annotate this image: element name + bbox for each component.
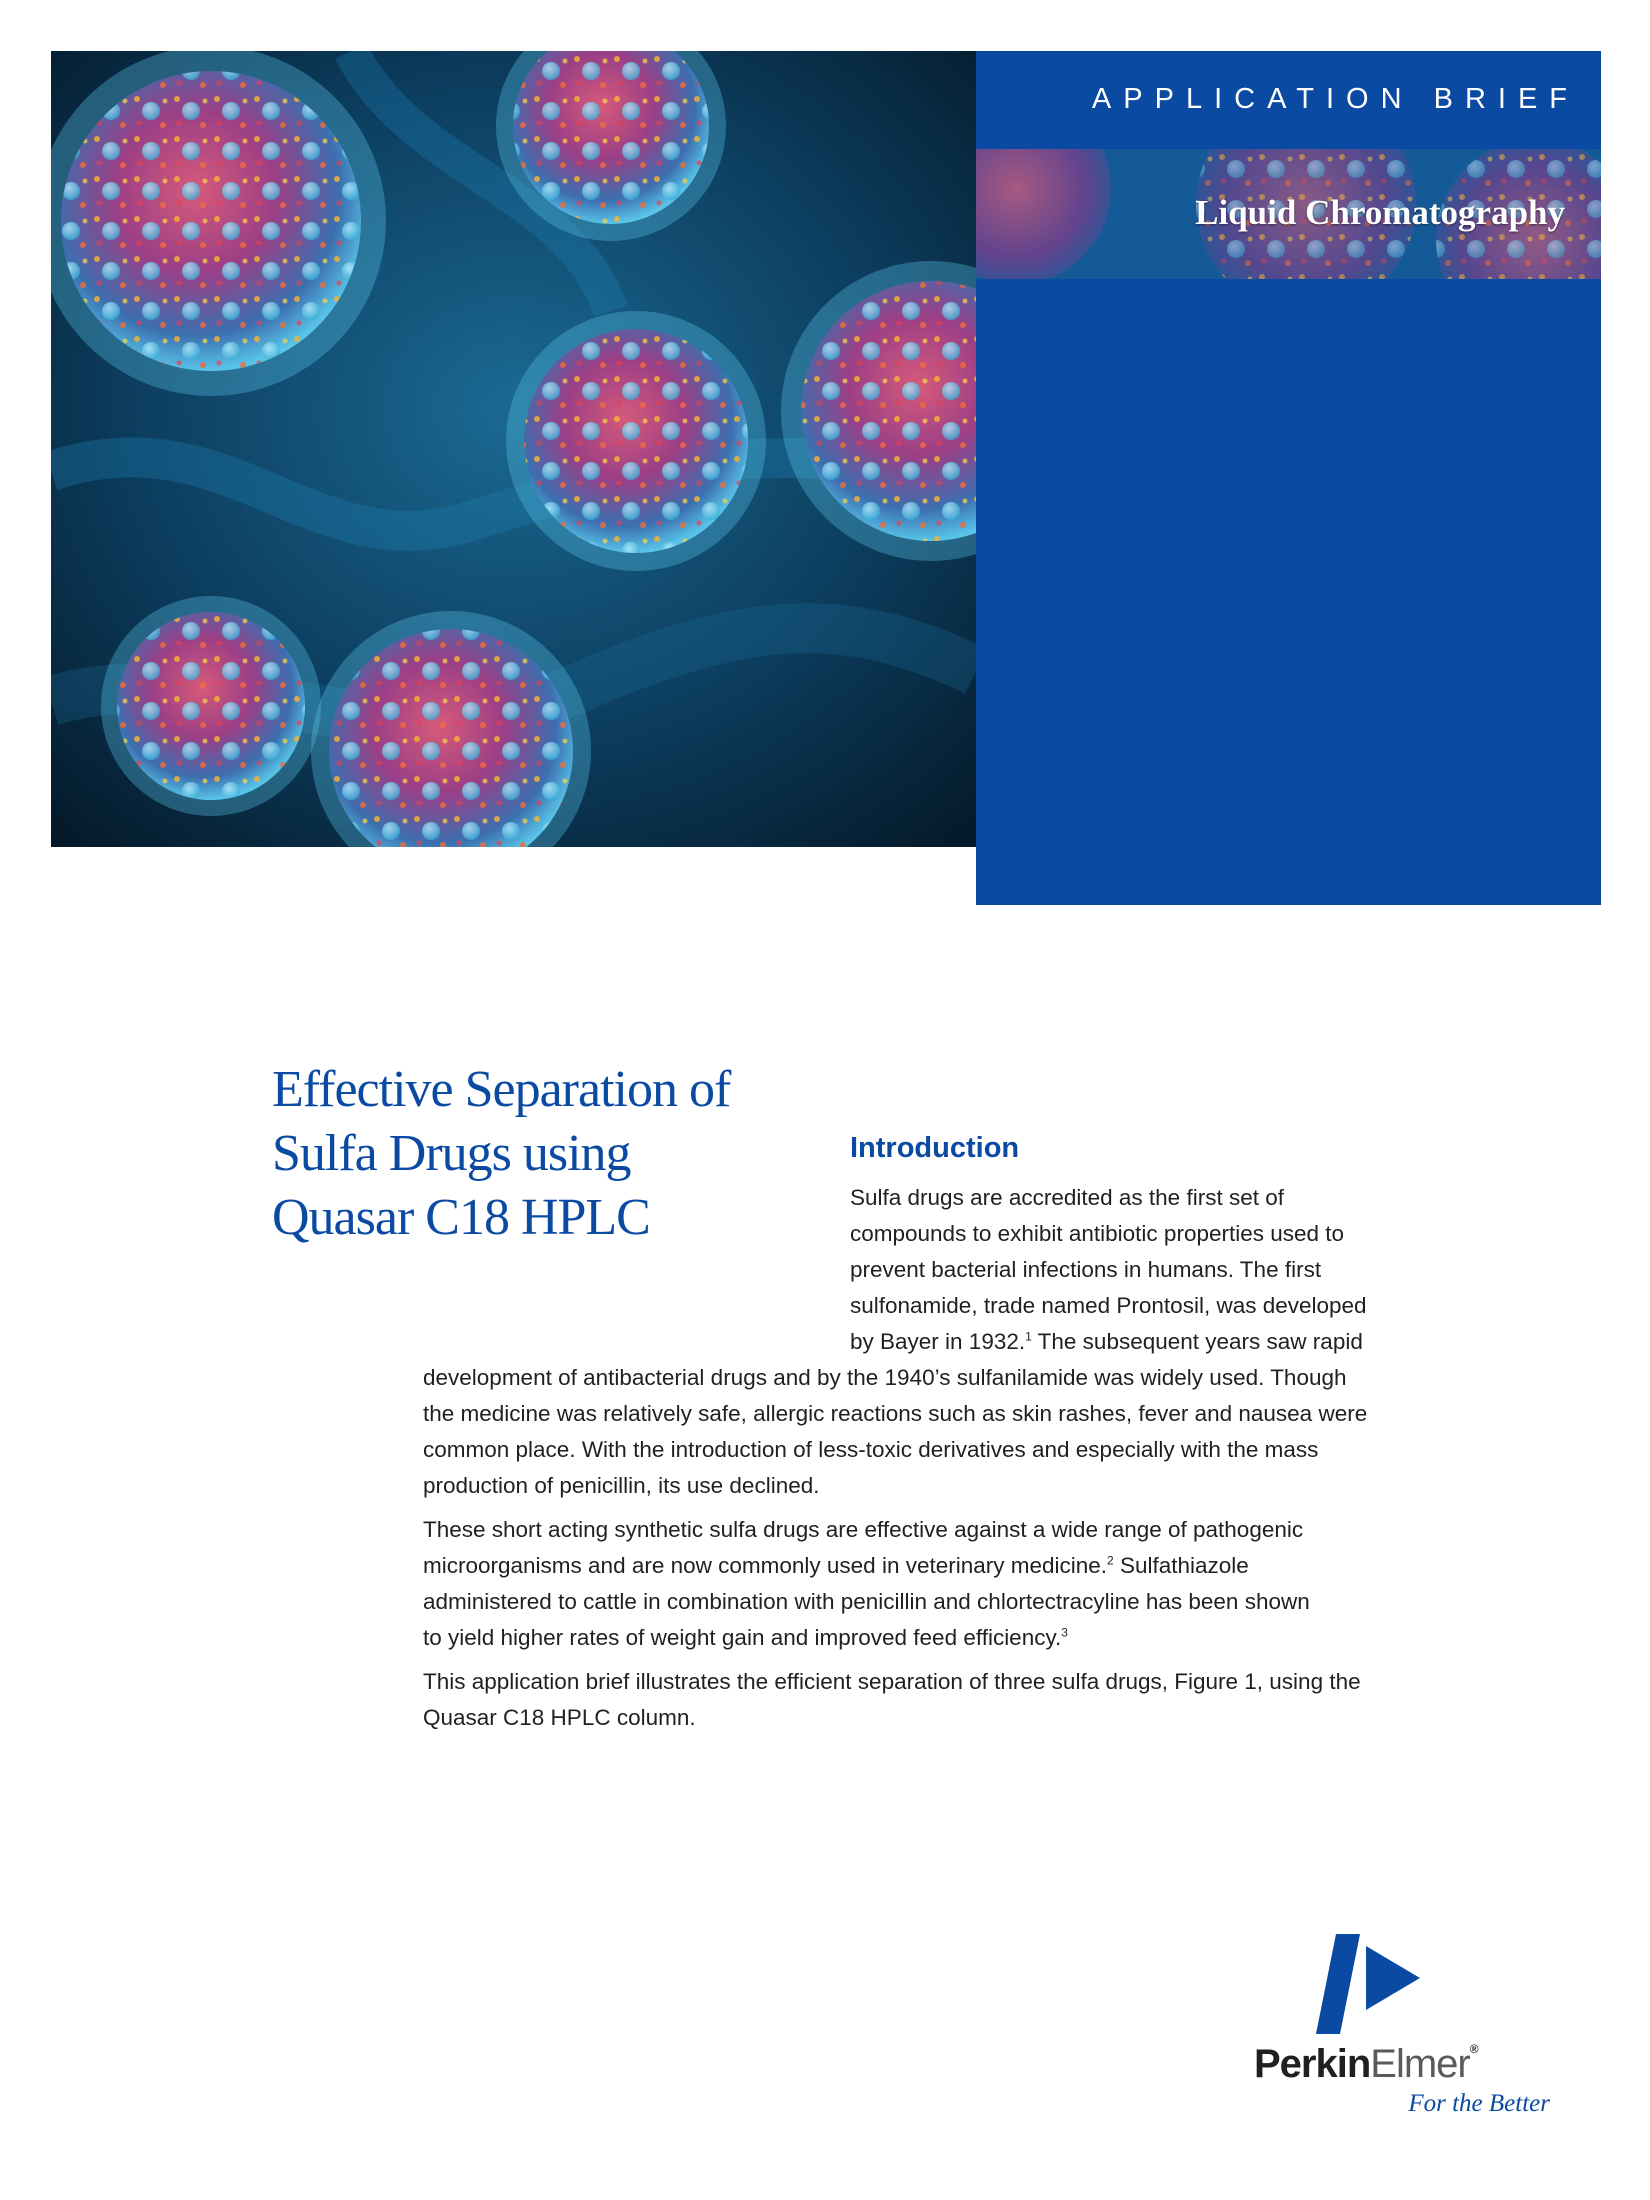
paragraph3-line: Quasar C18 HPLC column. bbox=[423, 1705, 696, 1730]
document-title bbox=[272, 1058, 792, 1250]
introduction-heading: Introduction bbox=[850, 1132, 1020, 1164]
paragraph2-text: to yield higher rates of weight gain and improved feed efficiency. bbox=[423, 1625, 1062, 1650]
intro-text: The subsequent years saw rapid bbox=[1031, 1329, 1363, 1354]
virus-particle bbox=[101, 596, 321, 816]
category-strip bbox=[976, 149, 1601, 279]
category-title: Liquid Chromatography bbox=[1195, 193, 1565, 232]
paragraph2-line: administered to cattle in combination with penicillin and chlortectracyline has been shown bbox=[423, 1589, 1310, 1614]
virus-particle bbox=[506, 311, 766, 571]
title-line: Effective Separation of bbox=[272, 1061, 731, 1118]
intro-line: production of penicillin, its use declined. bbox=[423, 1473, 820, 1498]
paragraph2-line bbox=[423, 1548, 1249, 1584]
intro-line bbox=[850, 1324, 1363, 1360]
brand-light: Elmer bbox=[1370, 2042, 1470, 2086]
intro-line: Sulfa drugs are accredited as the first set of bbox=[850, 1185, 1284, 1210]
paragraph3-line: This application brief illustrates the efficient separation of three sulfa drugs, Figure 1, using the bbox=[423, 1669, 1361, 1694]
virus-particles-image bbox=[51, 51, 976, 847]
paragraph2-line: These short acting synthetic sulfa drugs are effective against a wide range of pathogenic bbox=[423, 1517, 1304, 1542]
intro-line: prevent bacterial infections in humans. The first bbox=[850, 1257, 1322, 1282]
paragraph2-line bbox=[423, 1620, 1068, 1656]
paragraph2-text: microorganisms and are now commonly used in veterinary medicine. bbox=[423, 1553, 1108, 1578]
brief-label: APPLICATION BRIEF bbox=[1091, 83, 1579, 115]
paragraph2-text: Sulfathiazole bbox=[1113, 1553, 1249, 1578]
intro-text: by Bayer in 1932. bbox=[850, 1329, 1026, 1354]
title-line: Quasar C18 HPLC bbox=[272, 1189, 650, 1246]
intro-line: development of antibacterial drugs and by the 1940’s sulfanilamide was widely used. Though bbox=[423, 1365, 1347, 1390]
brand-wordmark bbox=[1254, 2042, 1478, 2087]
intro-line: the medicine was relatively safe, allergic reactions such as skin rashes, fever and nausea were bbox=[423, 1401, 1368, 1426]
perkinelmer-p-icon bbox=[1308, 1930, 1448, 2040]
intro-line: sulfonamide, trade named Prontosil, was developed bbox=[850, 1293, 1367, 1318]
citation-3: 3 bbox=[1061, 1625, 1068, 1640]
perkinelmer-logo bbox=[1240, 1930, 1560, 2130]
intro-line: compounds to exhibit antibiotic properties used to bbox=[850, 1221, 1345, 1246]
hero-banner bbox=[51, 51, 1601, 905]
application-brief-bar bbox=[976, 51, 1601, 149]
brand-tagline: For the Better bbox=[1408, 2090, 1550, 2117]
citation-1: 1 bbox=[1025, 1329, 1032, 1344]
title-line: Sulfa Drugs using bbox=[272, 1125, 631, 1182]
brand-bold: Perkin bbox=[1254, 2042, 1371, 2086]
citation-2: 2 bbox=[1107, 1553, 1114, 1568]
registered-mark: ® bbox=[1469, 2042, 1478, 2056]
intro-line: common place. With the introduction of less-toxic derivatives and especially with the mass bbox=[423, 1437, 1319, 1462]
